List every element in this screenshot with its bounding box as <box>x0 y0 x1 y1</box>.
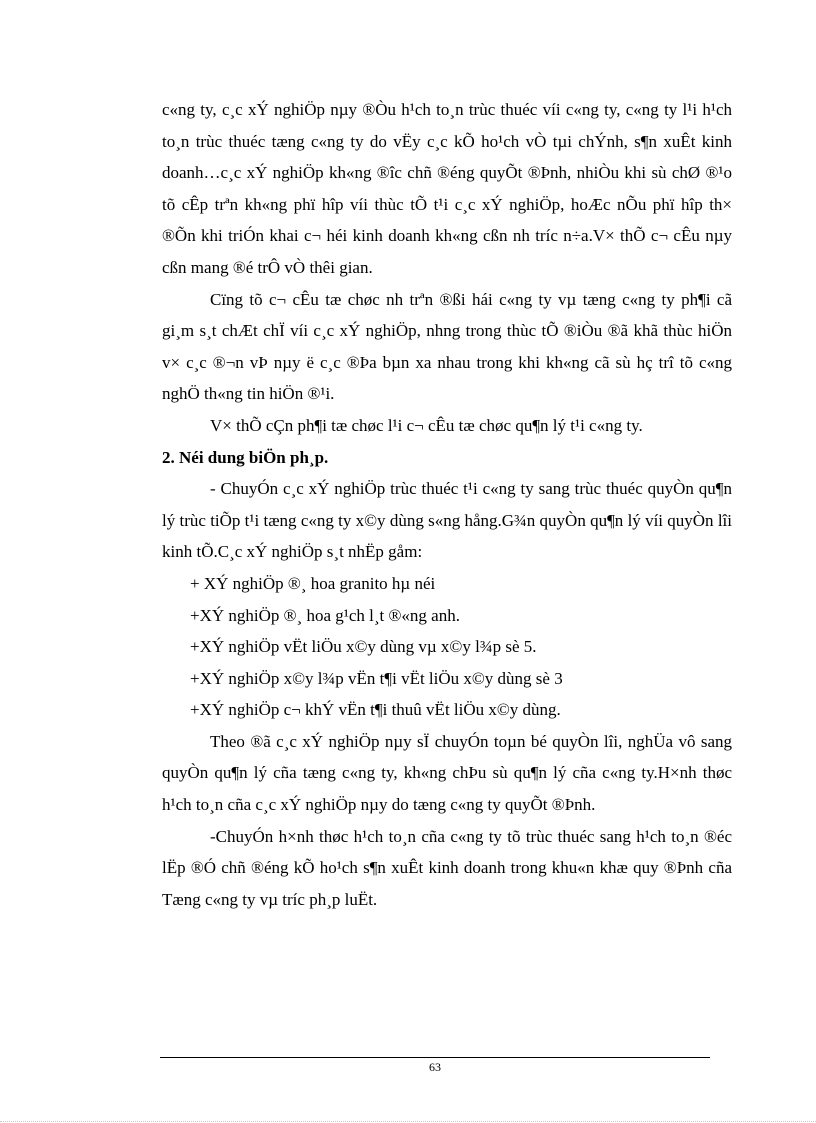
section-heading: 2. Néi dung biÖn ph¸p. <box>162 447 329 467</box>
paragraph-conclusion: V× thÕ cÇn ph¶i tæ chøc l¹i c¬ cÊu tæ chøc qu¶n lý t¹i c«ng ty. <box>210 415 643 435</box>
paragraph-rights: Theo ®ã c¸c xÝ nghiÖp nµy sÏ chuyÓn toµn bé quyÒn lîi, nghÜa vô sang quyÒn qu¶n lý cña tæng c«ng ty, kh«ng chÞu sù qu¶n lý cña c«ng ty.H×nh thøc h¹ch to¸n cña c¸c xÝ nghiÖp nµy do tæng c«ng ty quyÕt ®Þnh. <box>162 731 732 815</box>
list-item: +XÝ nghiÖp vËt liÖu x©y dùng vµ x©y l¾p sè 5. <box>190 637 537 657</box>
paragraph-oversight: Cïng tõ c¬ cÊu tæ chøc nh trªn ®ßi hái c«ng ty vµ tæng c«ng ty ph¶i cã gi¸m s¸t chÆt chÏ víi c¸c xÝ nghiÖp, nhng trong thùc tÕ ®iÒu ®ã khã thùc hiÖn v× c¸c ®¬n vÞ nµy ë c¸c ®Þa bµn xa nhau trong khi kh«ng cã sù hç trî tõ c«ng nghÖ th«ng tin hiÖn ®¹i. <box>162 289 732 404</box>
list-item: +XÝ nghiÖp c¬ khÝ vËn t¶i thuû vËt liÖu x©y dùng. <box>190 700 561 720</box>
paragraph-transfer: - ChuyÓn c¸c xÝ nghiÖp trùc thuéc t¹i c«ng ty sang trùc thuéc quyÒn qu¶n lý trùc tiÕp t¹i tæng c«ng ty x©y dùng s«ng hång.G¾n quyÒn qu¶n lý víi quyÒn lîi kinh tÕ.C¸c xÝ nghiÖp s¸t nhËp gåm: <box>162 479 732 562</box>
body-text <box>162 94 732 915</box>
list-item: +XÝ nghiÖp ®¸ hoa g¹ch l¸t ®«ng anh. <box>190 605 460 625</box>
paragraph-continuation: c«ng ty, c¸c xÝ nghiÖp nµy ®Òu h¹ch to¸n trùc thuéc víi c«ng ty, c«ng ty l¹i h¹ch to¸n trùc thuéc tæng c«ng ty do vËy c¸c kÕ ho¹ch vÒ tµi chÝnh, s¶n xuÊt kinh doanh…c¸c xÝ nghiÖp kh«ng ®îc chñ ®éng quyÕt ®Þnh, nhiÒu khi sù chØ ®¹o tõ cÊp trªn kh«ng phï hîp víi thùc tÕ t¹i c¸c xÝ nghiÖp, hoÆc nÕu phï hîp th× ®Õn khi triÓn khai c¬ héi kinh doanh kh«ng cßn nh tríc n÷a.V× thÕ c¬ cÊu nµy cßn mang ®é trÔ vÒ thêi gian. <box>162 100 732 277</box>
paragraph-accounting: -ChuyÓn h×nh thøc h¹ch to¸n cña c«ng ty tõ trùc thuéc sang h¹ch to¸n ®éc lËp ®Ó chñ ®éng kÕ ho¹ch s¶n xuÊt kinh doanh trong khu«n khæ quy ®Þnh cña Tæng c«ng ty vµ tríc ph¸p luËt. <box>162 826 732 909</box>
list-item: +XÝ nghiÖp x©y l¾p vËn t¶i vËt liÖu x©y dùng sè 3 <box>190 668 563 688</box>
page-bottom-border <box>0 1121 816 1122</box>
page-number: 63 <box>429 1060 441 1074</box>
footer-rule <box>160 1057 710 1058</box>
list-item: + XÝ nghiÖp ®¸ hoa granito hµ néi <box>190 573 436 593</box>
